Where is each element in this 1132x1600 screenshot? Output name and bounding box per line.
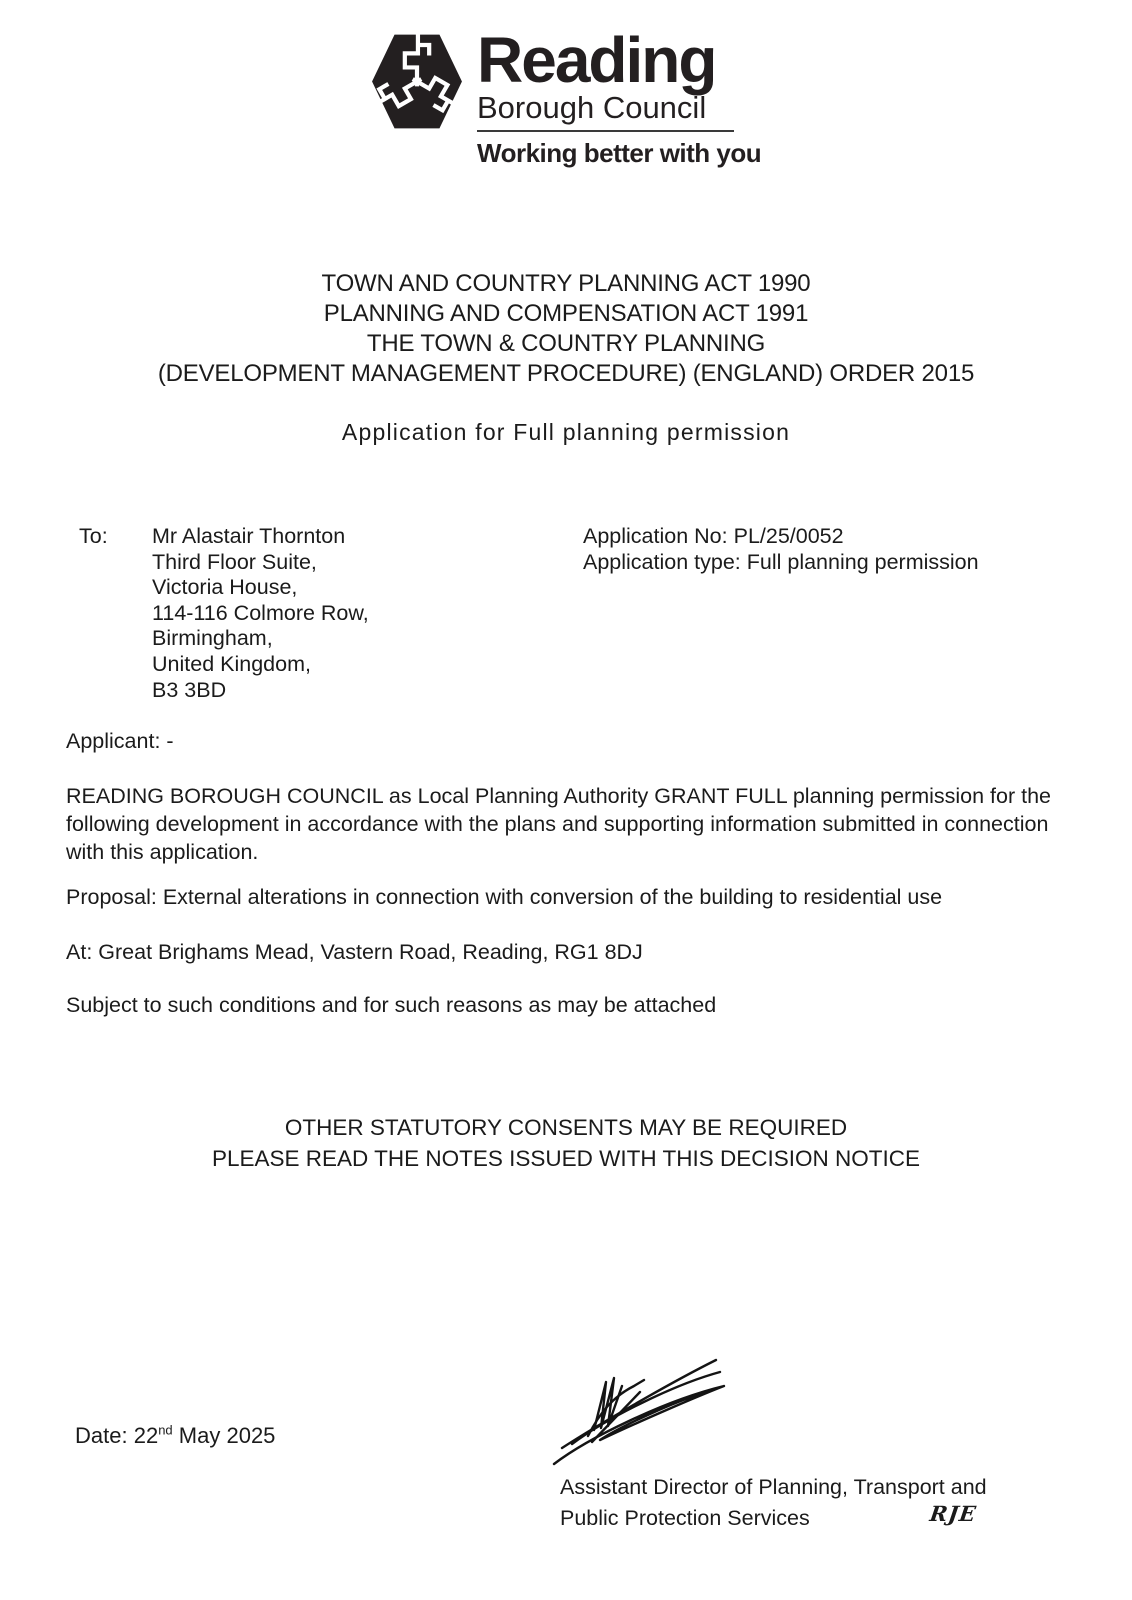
logo-divider xyxy=(477,130,734,132)
application-type-label: Application type: xyxy=(583,549,741,574)
signatory-title: Assistant Director of Planning, Transport and Public Protection Services xyxy=(560,1475,987,1530)
signature-scribble xyxy=(548,1352,748,1470)
date-label: Date: xyxy=(75,1423,128,1448)
application-number-row xyxy=(583,524,979,550)
application-type-value: Full planning permission xyxy=(746,549,979,574)
application-number-label: Application No: xyxy=(583,524,728,548)
council-logo xyxy=(370,24,762,169)
date-line xyxy=(75,1423,275,1449)
council-tagline: Working better with you xyxy=(477,138,762,168)
application-type-row xyxy=(583,550,979,576)
application-number-value: PL/25/0052 xyxy=(733,524,844,548)
heading-line: PLANNING AND COMPENSATION ACT 1991 xyxy=(323,300,809,327)
conditions-line: Subject to such conditions and for such reasons as may be attached xyxy=(66,993,717,1017)
date-rest: May 2025 xyxy=(178,1423,276,1448)
date-ordinal: nd xyxy=(158,1422,173,1438)
address-line: Birmingham, xyxy=(152,626,273,651)
heading-line: THE TOWN & COUNTRY PLANNING xyxy=(366,330,766,357)
applicant-label: Applicant: xyxy=(66,729,161,753)
site-address-row xyxy=(66,940,1076,965)
signatory-initials: RJE xyxy=(928,1501,979,1526)
application-details xyxy=(583,524,979,575)
applicant-value: - xyxy=(166,729,174,753)
council-logo-text xyxy=(477,24,762,169)
date-day: 22 xyxy=(133,1423,159,1448)
proposal-label: Proposal: xyxy=(66,885,157,909)
address-line: 114-116 Colmore Row, xyxy=(152,600,369,625)
address-line: United Kingdom, xyxy=(152,651,311,676)
hexagon-puzzle-icon xyxy=(370,30,464,133)
address-line: B3 3BD xyxy=(152,677,227,702)
notice-line: OTHER STATUTORY CONSENTS MAY BE REQUIRED xyxy=(284,1115,848,1140)
statutory-heading xyxy=(0,269,1132,389)
address-line: Third Floor Suite, xyxy=(152,549,317,574)
proposal-row xyxy=(66,885,1076,910)
applicant-row xyxy=(66,729,174,754)
notice-line: PLEASE READ THE NOTES ISSUED WITH THIS DECISION NOTICE xyxy=(211,1146,921,1171)
site-address-text: Great Brighams Mead, Vastern Road, Reading, RG1 8DJ xyxy=(98,940,643,964)
council-name: Reading xyxy=(477,24,716,96)
at-label: At: xyxy=(66,940,93,964)
council-subtitle: Borough Council xyxy=(477,90,707,125)
heading-line: TOWN AND COUNTRY PLANNING ACT 1990 xyxy=(321,270,811,297)
recipient-address xyxy=(152,524,369,703)
application-subheading: Application for Full planning permission xyxy=(341,419,791,445)
heading-line: (DEVELOPMENT MANAGEMENT PROCEDURE) (ENGLAND) ORDER 2015 xyxy=(157,360,975,387)
to-label: To: xyxy=(79,524,108,548)
address-line: Mr Alastair Thornton xyxy=(152,524,346,548)
address-line: Victoria House, xyxy=(152,575,298,600)
grant-paragraph: READING BOROUGH COUNCIL as Local Planning Authority GRANT FULL planning permission for the following development in accordance with the plans and supporting information submitted in connection with this application. xyxy=(66,784,1052,864)
statutory-notice xyxy=(0,1112,1132,1174)
proposal-text: External alterations in connection with conversion of the building to residential use xyxy=(162,885,943,909)
